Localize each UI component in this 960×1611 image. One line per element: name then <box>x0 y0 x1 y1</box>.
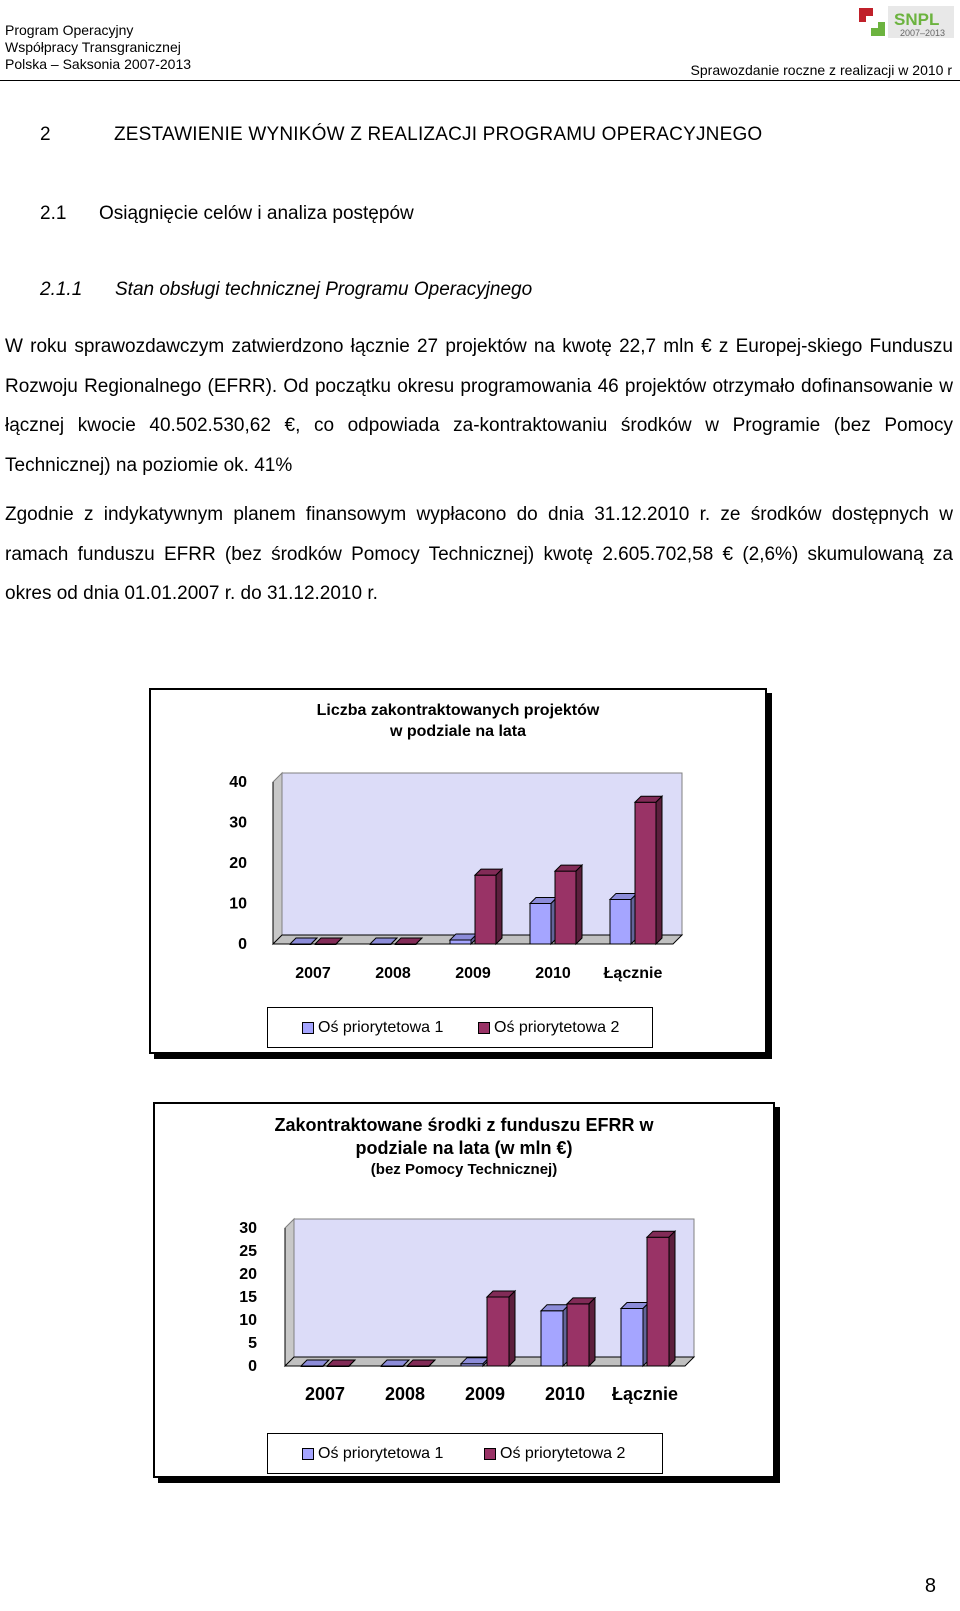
chart-funds-title-line1: Zakontraktowane środki z funduszu EFRR w <box>274 1115 654 1135</box>
y-tick-label: 0 <box>248 1358 257 1375</box>
header-program-line2: Współpracy Transgranicznej <box>5 39 181 55</box>
x-category-label: 2010 <box>535 965 571 982</box>
x-category-label: 2009 <box>464 1384 506 1404</box>
logo-text: SNPL <box>894 10 940 29</box>
subsubsection-title: Stan obsługi technicznej Programu Operacyjnego <box>115 279 533 300</box>
x-category-label: 2007 <box>304 1384 346 1404</box>
y-tick-label: 0 <box>238 936 247 953</box>
bar-series1-2009 <box>461 1358 489 1366</box>
header-divider <box>0 80 960 81</box>
y-tick-label: 40 <box>229 774 247 791</box>
legend-swatch-series1 <box>302 1022 314 1034</box>
chart-funds-title-line2: podziale na lata (w mln €) <box>355 1138 573 1158</box>
chart-projects-title-line1: Liczba zakontraktowanych projektów <box>316 702 600 719</box>
header-report-title: Sprawozdanie roczne z realizacji w 2010 r <box>690 62 952 78</box>
y-tick-label: 30 <box>229 814 247 832</box>
header-program-line3: Polska – Saksonia 2007-2013 <box>5 56 192 72</box>
bar-series2-2010 <box>567 1298 595 1366</box>
subsection-number: 2.1 <box>40 203 67 224</box>
paragraph-1-text: W roku sprawozdawczym zatwierdzono łącznie 27 projektów na kwotę 22,7 mln € z Europej-skiego Funduszu Rozwoju Regionalnego (EFRR). Od początku okresu programowania 46 projektów otrzymało dofinansowanie w łącznej kwocie 40.502.530,62 €, co odpowiada za-kontraktowaniu środków w Programie (bez Pomocy Technicznej) na poziomie ok. 41% <box>5 336 953 476</box>
x-category-label: 2010 <box>544 1384 586 1404</box>
header-program-line1: Program Operacyjny <box>5 22 134 38</box>
bar-series2-2009 <box>487 1291 515 1366</box>
x-category-label: Łącznie <box>603 965 663 982</box>
legend-label-series2: Oś priorytetowa 2 <box>500 1444 626 1462</box>
legend-label-series2: Oś priorytetowa 2 <box>494 1018 620 1036</box>
bar-series2-2010 <box>555 865 582 944</box>
legend-item-series2 <box>484 1434 625 1473</box>
y-tick-label: 10 <box>229 895 247 913</box>
legend-label-series1: Oś priorytetowa 1 <box>318 1018 444 1036</box>
legend-item-series2 <box>478 1008 619 1047</box>
bar-series2-Łącznie <box>635 796 662 944</box>
bar-series1-2010 <box>541 1305 569 1366</box>
bar-series1-Łącznie <box>621 1303 649 1367</box>
legend-item-series1 <box>302 1434 443 1473</box>
bar-series1-2010 <box>530 898 557 945</box>
paragraph-1 <box>5 327 953 485</box>
snpl-logo <box>856 4 956 40</box>
y-tick-label: 30 <box>239 1220 257 1237</box>
y-tick-label: 5 <box>248 1335 257 1352</box>
y-tick-label: 15 <box>239 1289 257 1306</box>
x-category-label: 2009 <box>455 965 491 982</box>
x-category-label: 2008 <box>375 965 411 982</box>
paragraph-2-text: Zgodnie z indykatywnym planem finansowym wypłacono do dnia 31.12.2010 r. ze środków dostępnych w ramach funduszu EFRR (bez środków Pomocy Technicznej) kwotę 2.605.702,58 € (2,6%) skumulowaną za okres od dnia 01.01.2007 r. do 31.12.2010 r. <box>5 504 953 604</box>
chart-funds-frame <box>153 1102 775 1478</box>
bar-series1-2009 <box>450 934 477 944</box>
legend-swatch-series1 <box>302 1448 314 1460</box>
x-category-label: 2007 <box>295 965 331 982</box>
subsection-title: Osiągnięcie celów i analiza postępów <box>99 203 414 224</box>
section-number: 2 <box>40 124 51 145</box>
plot-side-wall <box>285 1219 294 1366</box>
y-tick-label: 20 <box>229 855 247 872</box>
page-number: 8 <box>924 1575 936 1597</box>
section-title: ZESTAWIENIE WYNIKÓW Z REALIZACJI PROGRAMU OPERACYJNEGO <box>114 124 763 145</box>
bar-series1-Łącznie <box>610 893 637 944</box>
paragraph-2 <box>5 495 953 614</box>
legend-item-series1 <box>302 1008 443 1047</box>
x-category-label: 2008 <box>384 1384 426 1404</box>
chart-funds-legend <box>267 1433 663 1474</box>
chart-funds-title-line3: (bez Pomocy Technicznej) <box>370 1161 558 1178</box>
logo-years: 2007–2013 <box>900 28 946 38</box>
chart-projects-title-line2: w podziale na lata <box>389 723 527 740</box>
y-tick-label: 20 <box>239 1266 257 1283</box>
header-program-block <box>5 22 191 73</box>
chart-funds-plot <box>155 1104 773 1414</box>
legend-label-series1: Oś priorytetowa 1 <box>318 1444 444 1462</box>
y-tick-label: 10 <box>239 1312 257 1329</box>
subsubsection-number: 2.1.1 <box>40 279 83 300</box>
bar-series2-2009 <box>475 869 502 944</box>
chart-projects-frame <box>149 688 767 1054</box>
y-tick-label: 25 <box>239 1243 257 1260</box>
plot-side-wall <box>273 773 282 944</box>
chart-projects-plot <box>151 690 765 990</box>
bar-series2-Łącznie <box>647 1231 675 1366</box>
x-category-label: Łącznie <box>611 1384 679 1404</box>
legend-swatch-series2 <box>484 1448 496 1460</box>
legend-swatch-series2 <box>478 1022 490 1034</box>
chart-projects-legend <box>267 1007 653 1048</box>
